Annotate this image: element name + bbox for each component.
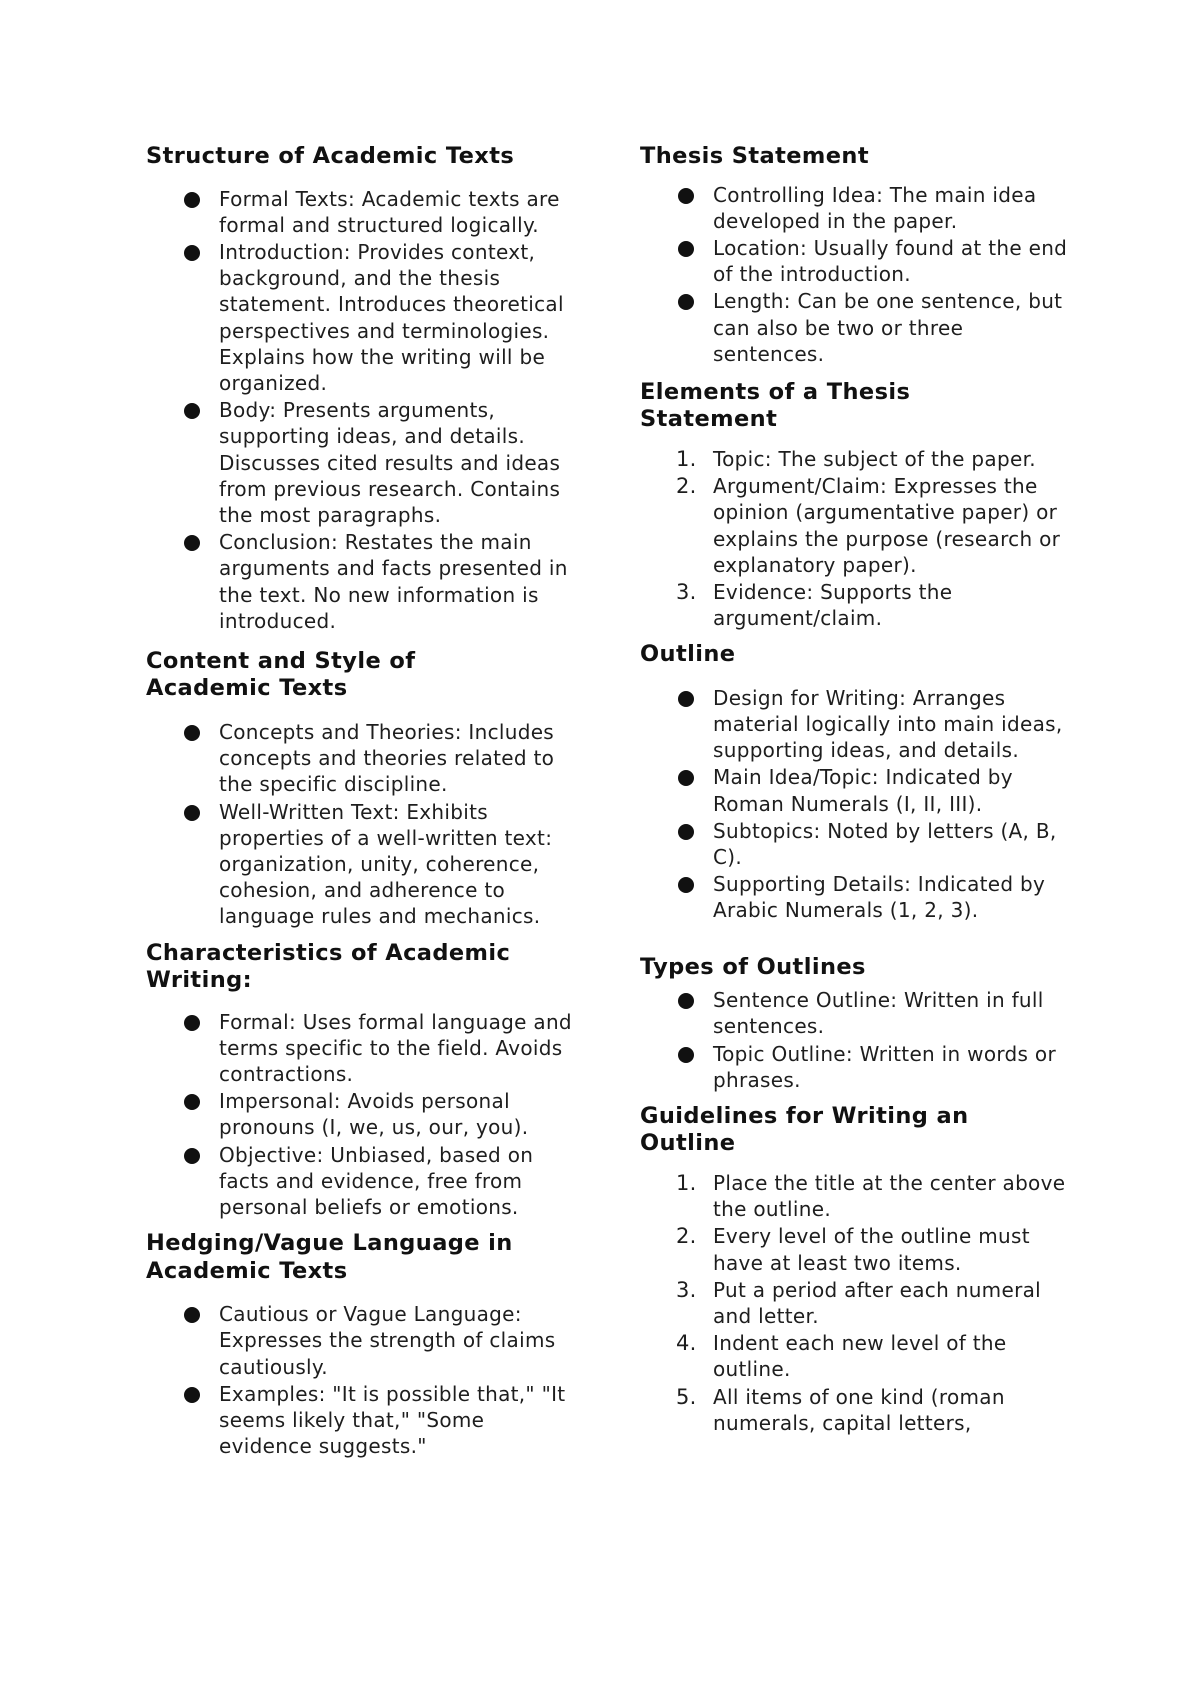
- list-item: [146, 1301, 576, 1380]
- list-item: [640, 1384, 1070, 1436]
- list-item-text: Location: Usually found at the end of the introduction.: [713, 235, 1068, 287]
- list-item-text: Sentence Outline: Written in full sentences.: [713, 988, 1044, 1039]
- bullet-icon: [678, 241, 694, 257]
- section-content-and-style: [146, 648, 576, 930]
- section-guidelines: [640, 1103, 1070, 1436]
- section-hedging: [146, 1230, 576, 1459]
- list-item: [146, 1381, 576, 1460]
- section-heading: Types of Outlines: [640, 953, 866, 980]
- list-item-text: Conclusion: Restates the main arguments and facts presented in the text. No new information is introduced.: [219, 530, 568, 633]
- list-item: [146, 529, 576, 634]
- bullet-list: [146, 186, 576, 634]
- list-item-text: Controlling Idea: The main idea developed in the paper.: [713, 182, 1037, 233]
- list-item: [640, 1223, 1070, 1275]
- list-item-text: Main Idea/Topic: Indicated by Roman Numerals (I, II, III).: [713, 765, 1013, 816]
- list-number: 2.: [676, 1224, 697, 1249]
- list-number: 1.: [676, 1170, 697, 1195]
- section-types-of-outlines: [640, 954, 1070, 1093]
- list-item-text: Cautious or Vague Language: Expresses the strength of claims cautiously.: [219, 1302, 556, 1379]
- bullet-list: [640, 987, 1070, 1093]
- bullet-list: [146, 1009, 576, 1221]
- bullet-icon: [184, 805, 200, 821]
- numbered-list: [640, 1170, 1070, 1436]
- right-column: [640, 143, 1070, 1437]
- section-structure-of-academic-texts: [146, 143, 576, 634]
- bullet-icon: [678, 770, 694, 786]
- list-item: [640, 235, 1070, 287]
- list-item-text: Concepts and Theories: Includes concepts and theories related to the specific discipline.: [219, 719, 555, 797]
- list-item-text: Subtopics: Noted by letters (A, B, C).: [713, 818, 1057, 870]
- bullet-icon: [678, 824, 694, 840]
- list-item-text: Examples: "It is possible that," "It seems likely that," "Some evidence suggests.": [219, 1381, 566, 1459]
- list-item-text: Evidence: Supports the argument/claim.: [713, 579, 953, 631]
- bullet-icon: [678, 188, 694, 204]
- list-item: [640, 987, 1070, 1039]
- bullet-icon: [184, 725, 200, 741]
- list-item-text: Objective: Unbiased, based on facts and evidence, free from personal beliefs or emotions.: [219, 1142, 534, 1219]
- bullet-icon: [184, 245, 200, 261]
- list-item-text: Topic: The subject of the paper.: [713, 446, 1036, 471]
- bullet-icon: [184, 1148, 200, 1164]
- list-item-text: Topic Outline: Written in words or phrases.: [713, 1041, 1056, 1092]
- list-number: 3.: [676, 579, 697, 604]
- bullet-icon: [678, 877, 694, 893]
- section-heading: Characteristics of Academic Writing:: [146, 939, 511, 994]
- section-outline: [640, 641, 1070, 923]
- bullet-icon: [184, 1307, 200, 1323]
- section-thesis-statement: [640, 143, 1070, 367]
- section-heading: Outline: [640, 641, 736, 668]
- bullet-icon: [184, 1094, 200, 1110]
- list-item-text: Body: Presents arguments, supporting ideas, and details. Discusses cited results and ideas from previous research. Contains the most paragraphs.: [219, 398, 561, 527]
- list-item: [640, 1170, 1070, 1222]
- list-item: [640, 288, 1070, 367]
- list-item: [640, 579, 1070, 631]
- list-item: [640, 446, 1070, 472]
- list-item: [146, 239, 576, 396]
- bullet-icon: [678, 691, 694, 707]
- section-heading: Guidelines for Writing an Outline: [640, 1102, 969, 1157]
- section-heading: Thesis Statement: [640, 143, 869, 169]
- bullet-list: [146, 719, 576, 930]
- list-item-text: Length: Can be one sentence, but can also be two or three sentences.: [713, 289, 1063, 366]
- list-item-text: Argument/Claim: Expresses the opinion (argumentative paper) or explains the purpose (research or explanatory paper).: [713, 474, 1061, 577]
- list-item-text: Impersonal: Avoids personal pronouns (I, we, us, our, you).: [219, 1089, 529, 1140]
- section-heading: Hedging/Vague Language in Academic Texts: [146, 1230, 513, 1284]
- list-item: [640, 685, 1070, 764]
- list-item-text: Formal Texts: Academic texts are formal and structured logically.: [219, 186, 560, 237]
- list-item: [146, 719, 576, 798]
- list-item: [640, 182, 1070, 234]
- bullet-list: [640, 182, 1070, 367]
- section-heading: Structure of Academic Texts: [146, 143, 515, 169]
- list-item-text: Place the title at the center above the outline.: [713, 1170, 1066, 1222]
- bullet-icon: [678, 294, 694, 310]
- list-number: 3.: [676, 1277, 697, 1302]
- list-item-text: Formal: Uses formal language and terms specific to the field. Avoids contractions.: [219, 1009, 572, 1086]
- list-item-text: Supporting Details: Indicated by Arabic Numerals (1, 2, 3).: [713, 872, 1046, 923]
- list-item: [640, 473, 1070, 578]
- list-item: [146, 1088, 576, 1140]
- section-heading: Content and Style of Academic Texts: [146, 647, 416, 702]
- section-elements-of-thesis: [640, 379, 1070, 631]
- section-heading: Elements of a Thesis Statement: [640, 378, 911, 433]
- list-item-text: Well-Written Text: Exhibits properties of a well-written text: organization, unity, coherence, cohesion, and adherence to language rules and mechanics.: [219, 799, 553, 929]
- list-item-text: All items of one kind (roman numerals, capital letters,: [713, 1384, 1005, 1435]
- bullet-icon: [184, 1387, 200, 1403]
- list-item: [640, 1041, 1070, 1093]
- bullet-list: [146, 1301, 576, 1459]
- left-column: [146, 143, 576, 1460]
- list-item-text: Every level of the outline must have at least two items.: [713, 1224, 1030, 1275]
- section-characteristics: [146, 940, 576, 1221]
- list-number: 2.: [676, 474, 697, 499]
- list-number: 4.: [676, 1331, 697, 1356]
- bullet-icon: [678, 993, 694, 1009]
- bullet-icon: [678, 1047, 694, 1063]
- bullet-icon: [184, 535, 200, 551]
- bullet-icon: [184, 192, 200, 208]
- list-number: 1.: [676, 446, 697, 471]
- list-item-text: Put a period after each numeral and letter.: [713, 1277, 1042, 1328]
- list-item-text: Design for Writing: Arranges material logically into main ideas, supporting ideas, and details.: [713, 685, 1063, 763]
- list-item: [640, 764, 1070, 816]
- list-item: [640, 1330, 1070, 1382]
- list-item: [640, 871, 1070, 923]
- list-item: [640, 818, 1070, 870]
- list-item-text: Indent each new level of the outline.: [713, 1331, 1007, 1382]
- list-item: [146, 799, 576, 930]
- numbered-list: [640, 446, 1070, 631]
- list-item: [146, 1142, 576, 1221]
- list-item-text: Introduction: Provides context, background, and the thesis statement. Introduces theoretical perspectives and terminologies. Explains how the writing will be organized.: [219, 239, 564, 395]
- list-number: 5.: [676, 1384, 697, 1409]
- list-item: [146, 1009, 576, 1088]
- list-item: [640, 1277, 1070, 1329]
- list-item: [146, 186, 576, 238]
- bullet-icon: [184, 1015, 200, 1031]
- list-item: [146, 397, 576, 528]
- bullet-icon: [184, 403, 200, 419]
- bullet-list: [640, 685, 1070, 924]
